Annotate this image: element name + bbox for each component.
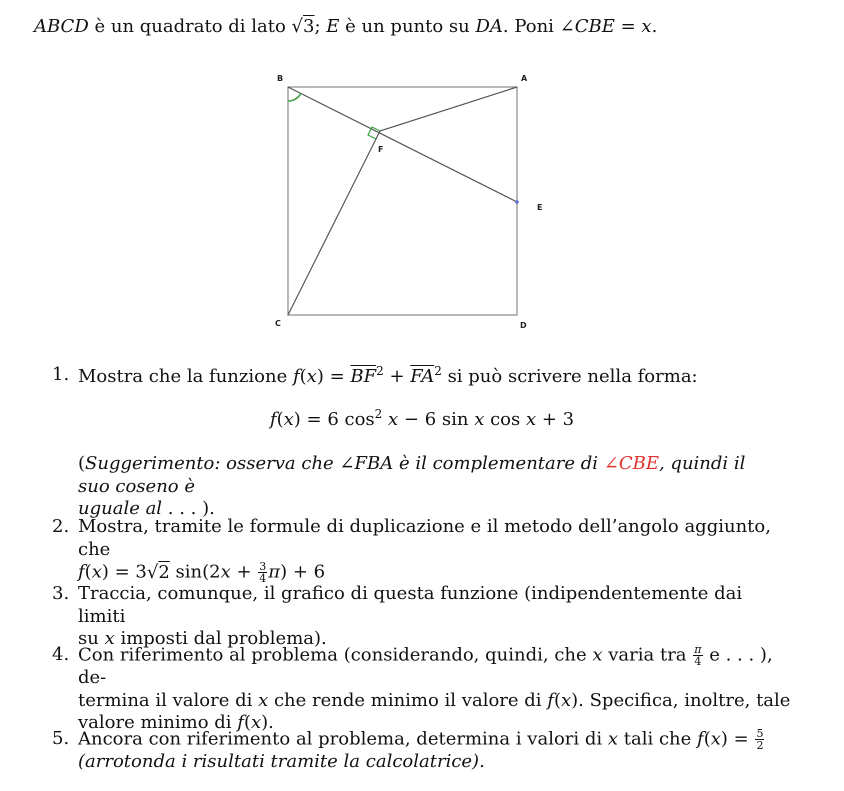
problem-statement: ABCD è un quadrato di lato √3; E è un punto su DA. Poni ∠CBE = x. <box>34 16 658 37</box>
square-name: ABCD <box>34 16 89 37</box>
fraction-5-2: $\frac{5}{2}$ <box>756 727 764 752</box>
label-a: A <box>521 74 528 83</box>
right-angle-mark-f <box>368 127 380 139</box>
highlight-cbe: CBE <box>618 453 659 474</box>
segment-cf <box>288 131 380 315</box>
item-1: 1. Mostra che la funzione $f(x) = \overline{BF}^2 + \overline{FA}^2$ si può scrivere nella forma: <box>52 364 698 387</box>
angle-arc-b <box>288 93 301 101</box>
item-number: 3. <box>52 583 70 604</box>
item-number: 5. <box>52 728 70 749</box>
item-number: 1. <box>52 364 70 385</box>
fraction-3-4: $\frac{3}{4}$ <box>259 560 267 585</box>
point-e-marker <box>515 200 519 204</box>
item-4: 4. Con riferimento al problema (considerando, quindi, che x varia tra $\frac{\pi}{4}$ e . . . ), de- termina il valore di x che rende minimo il valore di f(x). Specifica, inoltre, tale valore minimo di f(x). <box>52 643 791 733</box>
sqrt-3: √3 <box>291 16 315 37</box>
square-diagram <box>0 0 844 345</box>
item-number: 2. <box>52 516 70 537</box>
label-e: E <box>537 203 543 212</box>
item-number: 4. <box>52 644 70 665</box>
segment-be <box>288 87 517 202</box>
segment-fa <box>380 87 517 131</box>
label-c: C <box>275 319 281 328</box>
fraction-pi-4: $\frac{\pi}{4}$ <box>694 643 702 668</box>
hint-paragraph: (Suggerimento: osserva che ∠FBA è il complementare di ∠CBE, quindi il suo coseno è uguale al . . . ). <box>78 453 746 519</box>
item-5: 5. Ancora con riferimento al problema, determina i valori di x tali che f(x) = $\frac{5}{2}$ (arrotonda i risultati tramite la calcolatrice). <box>52 727 764 772</box>
label-d: D <box>520 321 527 330</box>
square-abcd <box>288 87 517 315</box>
item-2: 2. Mostra, tramite le formule di duplicazione e il metodo dell’angolo aggiunto, che f(x) = 3√2 sin(2x + $\frac{3}{4}$ π) + 6 <box>52 516 771 585</box>
label-b: B <box>277 74 284 83</box>
item-3: 3. Traccia, comunque, il grafico di questa funzione (indipendentemente dai limiti su x imposti dal problema). <box>52 583 743 649</box>
formula-f-cos-sin: f(x) = 6 $\cos^2 x - 6$ sin x cos x + 3 <box>269 407 575 430</box>
label-f: F <box>378 145 384 154</box>
